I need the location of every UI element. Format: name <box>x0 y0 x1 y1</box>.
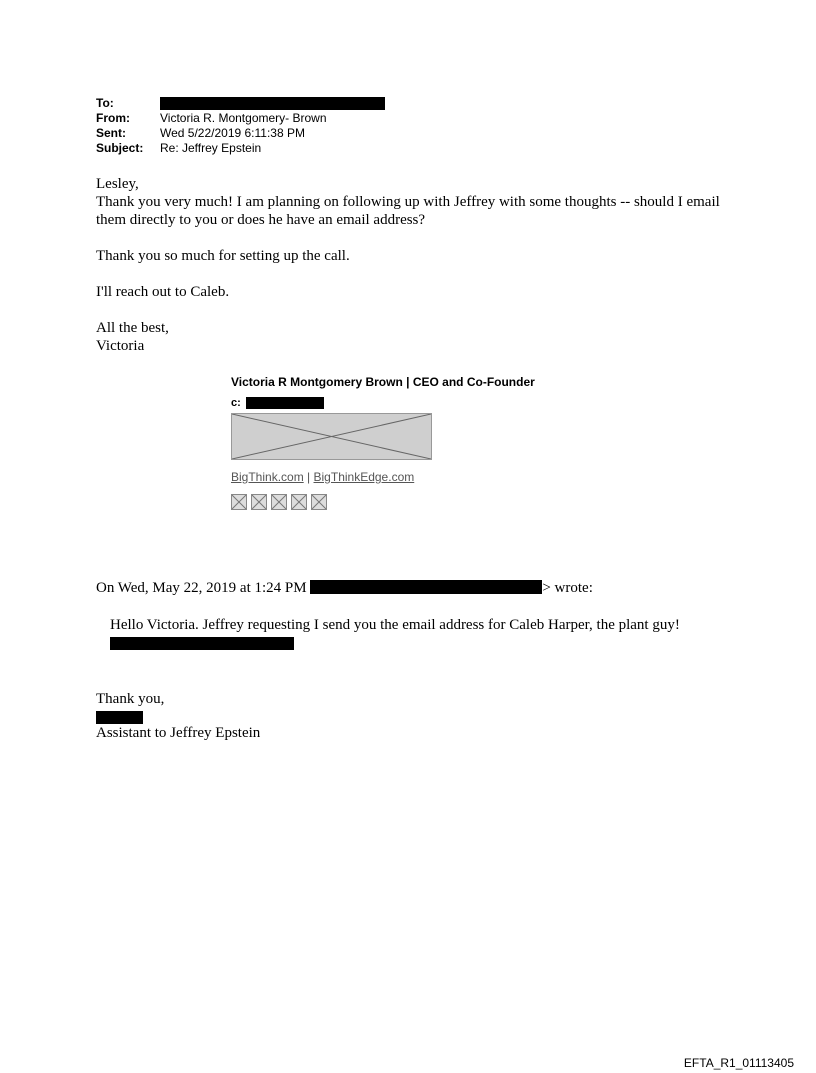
social-icon-2[interactable] <box>251 494 267 510</box>
greeting: Lesley, <box>96 176 139 192</box>
redaction-phone <box>246 397 324 409</box>
email-signature <box>231 375 535 510</box>
message-paragraph-3: I'll reach out to Caleb. <box>96 284 230 300</box>
sent-value: Wed 5/22/2019 6:11:38 PM <box>160 126 305 140</box>
social-icon-4[interactable] <box>291 494 307 510</box>
redaction-sender <box>310 580 542 594</box>
quoted-closing <box>96 690 736 742</box>
quoted-intro-suffix: > wrote: <box>542 580 593 596</box>
quoted-intro <box>96 579 736 597</box>
to-row <box>96 96 385 111</box>
redaction-to <box>160 97 385 110</box>
quoted-message <box>110 616 710 655</box>
signature-phone <box>231 397 535 411</box>
document-id: EFTA_R1_01113405 <box>683 1056 794 1070</box>
bigthink-link[interactable]: BigThink.com <box>231 470 304 484</box>
subject-label: Subject: <box>96 141 144 155</box>
from-value: Victoria R. Montgomery- Brown <box>160 111 327 125</box>
signoff: Victoria <box>96 338 145 354</box>
quoted-body: Hello Victoria. Jeffrey requesting I send you the email address for Caleb Harper, the plant guy! <box>110 617 680 633</box>
from-row <box>96 111 385 126</box>
message-body <box>96 175 736 355</box>
signature-name-title: Victoria R Montgomery Brown | CEO and Co-Founder <box>231 375 535 389</box>
broken-image-icon <box>232 414 431 459</box>
signature-logo-placeholder <box>231 413 432 460</box>
social-icon-3[interactable] <box>271 494 287 510</box>
to-label: To: <box>96 96 114 110</box>
message-paragraph-2: Thank you so much for setting up the call. <box>96 248 350 264</box>
subject-row <box>96 141 385 156</box>
quoted-role: Assistant to Jeffrey Epstein <box>96 725 261 741</box>
redaction-email <box>110 637 294 650</box>
from-label: From: <box>96 111 130 125</box>
signature-links <box>231 470 535 484</box>
sent-label: Sent: <box>96 126 126 140</box>
message-paragraph-1: Thank you very much! I am planning on following up with Jeffrey with some thoughts -- should I email them directly to you or does he have an email address? <box>96 194 720 228</box>
social-icons <box>231 494 535 510</box>
email-header <box>96 96 385 156</box>
redaction-name <box>96 711 143 724</box>
bigthinkedge-link[interactable]: BigThinkEdge.com <box>313 470 415 484</box>
quoted-intro-prefix: On Wed, May 22, 2019 at 1:24 PM <box>96 580 307 596</box>
quoted-thanks: Thank you, <box>96 691 165 707</box>
subject-value: Re: Jeffrey Epstein <box>160 141 262 155</box>
social-icon-5[interactable] <box>311 494 327 510</box>
closing: All the best, <box>96 320 169 336</box>
link-separator: | <box>307 470 311 484</box>
phone-prefix: c: <box>231 397 241 409</box>
sent-row <box>96 126 385 141</box>
social-icon-1[interactable] <box>231 494 247 510</box>
